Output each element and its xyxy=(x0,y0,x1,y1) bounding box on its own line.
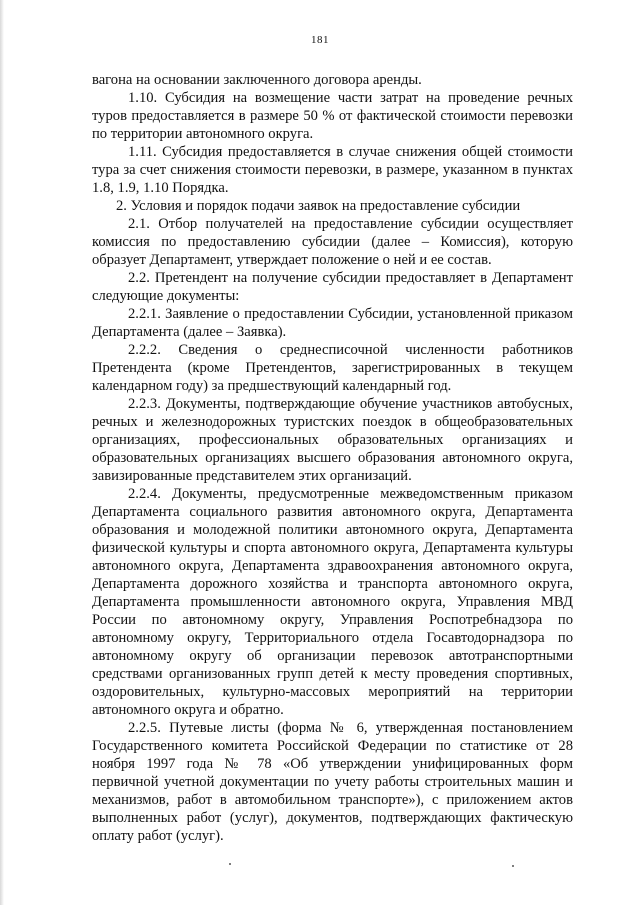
scan-speck xyxy=(229,863,231,865)
scan-edge xyxy=(0,0,4,905)
section-heading-2: 2. Условия и порядок подачи заявок на предоставление субсидии xyxy=(116,198,521,214)
paragraph-2-2-4: 2.2.4. Документы, предусмотренные межведомственным приказом Департамента социального развития автономного округа, Департамента образования и молодежной политики автономного округа, Департамента физической культуры и спорта автономного округа, Департамента культуры автономного округа, Департамента здравоохранения автономного округа, Департамента дорожного хозяйства и транспорта автономного округа, Департамента промышленности автономного округа, Управления МВД России по автономному округу, Управления Роспотребнадзора по автономному округу, Территориального отдела Госавтодорнадзора по автономному округу об организации перевозок автотранспортными средствами организованных групп детей к месту проведения спортивных, оздоровительных, культурно-массовых мероприятий на территории автономного округа и обратно. xyxy=(92,486,573,718)
scan-speck xyxy=(512,865,514,867)
paragraph-1-10: 1.10. Субсидия на возмещение части затрат на проведение речных туров предоставляется в размере 50 % от фактической стоимости перевозки по территории автономного округа. xyxy=(92,90,573,142)
paragraph-2-2-2: 2.2.2. Сведения о среднесписочной численности работников Претендента (кроме Претендентов, зарегистрированных в текущем календарном году) за предшествующий календарный год. xyxy=(92,342,573,394)
paragraph-continuation: вагона на основании заключенного договора аренды. xyxy=(92,72,422,88)
document-body xyxy=(92,71,573,845)
paragraph-1-11: 1.11. Субсидия предоставляется в случае снижения общей стоимости тура за счет снижения стоимости перевозки, в размере, указанном в пунктах 1.8, 1.9, 1.10 Порядка. xyxy=(92,144,573,196)
paragraph-2-2-1: 2.2.1. Заявление о предоставлении Субсидии, установленной приказом Департамента (далее – Заявка). xyxy=(92,306,573,340)
paragraph-2-2: 2.2. Претендент на получение субсидии предоставляет в Департамент следующие документы: xyxy=(92,270,573,304)
paragraph-2-2-5: 2.2.5. Путевые листы (форма № 6, утвержденная постановлением Государственного комитета Российской Федерации по статистике от 28 ноября 1997 года № 78 «Об утверждении унифицированных форм первичной учетной документации по учету работы строительных машин и механизмов, работ в автомобильном транспорте»), с приложением актов выполненных работ (услуг), документов, подтверждающих фактическую оплату работ (услуг). xyxy=(92,720,573,844)
paragraph-2-2-3: 2.2.3. Документы, подтверждающие обучение участников автобусных, речных и железнодорожных туристских поездок в общеобразовательных организациях, профессиональных образовательных организациях и образовательных организациях высшего образования автономного округа, завизированные представителем этих организаций. xyxy=(92,396,573,484)
page-number: 181 xyxy=(311,34,329,46)
paragraph-2-1: 2.1. Отбор получателей на предоставление субсидии осуществляет комиссия по предоставлению субсидии (далее – Комиссия), которую образует Департамент, утверждает положение о ней и ее состав. xyxy=(92,216,573,268)
